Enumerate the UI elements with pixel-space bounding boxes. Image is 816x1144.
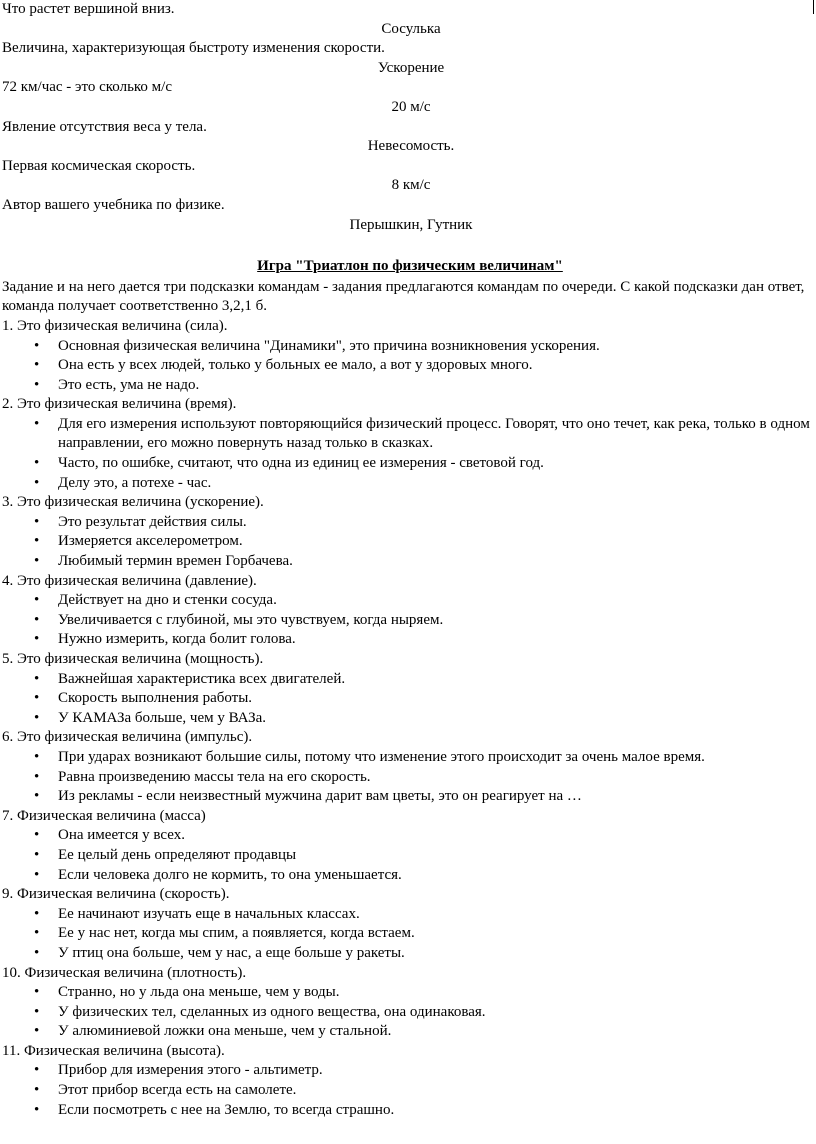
hint-text: Если посмотреть с нее на Землю, то всегда страшно. <box>58 1101 395 1118</box>
bullet-icon: • <box>34 1023 40 1040</box>
hint-list <box>2 337 812 396</box>
hint-text: При ударах возникают большие силы, потому что изменение этого происходит за очень малое время. <box>58 748 705 765</box>
bullet-icon: • <box>34 670 40 687</box>
hint-item <box>2 866 812 886</box>
quiz-question: Что растет вершиной вниз. <box>2 1 175 17</box>
bullet-icon: • <box>34 1062 40 1079</box>
hint-item <box>2 1061 812 1081</box>
bullet-icon: • <box>34 905 40 922</box>
hint-item <box>2 337 812 357</box>
bullet-icon: • <box>34 690 40 707</box>
section-heading: 7. Физическая величина (масса) <box>2 807 206 824</box>
hint-text: Прибор для измерения этого - альтиметр. <box>58 1062 323 1079</box>
section-heading: 6. Это физическая величина (импульс). <box>2 729 253 746</box>
hint-text: У птиц она больше, чем у нас, а еще больше у ракеты. <box>58 944 405 961</box>
hint-text: Действует на дно и стенки сосуда. <box>58 592 277 609</box>
hint-item <box>2 768 812 788</box>
section-heading: 3. Это физическая величина (ускорение). <box>2 494 264 511</box>
bullet-icon: • <box>34 984 40 1001</box>
bullet-icon: • <box>34 846 40 863</box>
hint-text: Странно, но у льда она меньше, чем у воды. <box>58 984 340 1001</box>
bullet-icon: • <box>34 709 40 726</box>
quiz-item <box>2 0 812 39</box>
quiz-answer: Сосулька <box>381 20 441 37</box>
hint-item <box>2 630 812 650</box>
bullet-icon: • <box>34 925 40 942</box>
quiz-answer: Невесомость. <box>367 138 455 155</box>
bullet-icon: • <box>34 357 40 374</box>
hint-text: Для его измерения используют повторяющийся физический процесс. Говорят, что оно течет, как река, только в одном направлении, его можно повернуть назад только в сказках. <box>58 415 810 452</box>
hint-item <box>2 415 812 454</box>
hint-list <box>2 826 812 885</box>
section-heading: 2. Это физическая величина (время). <box>2 396 237 413</box>
hint-text: Она имеется у всех. <box>58 827 185 844</box>
bullet-icon: • <box>34 592 40 609</box>
bullet-icon: • <box>34 866 40 883</box>
hint-item <box>2 826 812 846</box>
bullet-icon: • <box>34 748 40 765</box>
hint-item <box>2 532 812 552</box>
hint-item <box>2 709 812 729</box>
bullet-icon: • <box>34 768 40 785</box>
quiz-question: Первая космическая скорость. <box>2 157 196 174</box>
hint-item <box>2 1003 812 1023</box>
hint-text: У алюминиевой ложки она меньше, чем у стальной. <box>58 1023 392 1040</box>
hint-item <box>2 983 812 1003</box>
hint-list <box>2 513 812 572</box>
quiz-answer: 8 км/с <box>391 177 431 194</box>
hint-text: Она есть у всех людей, только у больных ее мало, а вот у здоровых много. <box>58 357 533 374</box>
hint-text: Увеличивается с глубиной, мы это чувствуем, когда ныряем. <box>58 611 444 628</box>
bullet-icon: • <box>34 337 40 354</box>
hint-list <box>2 905 812 964</box>
hint-text: Скорость выполнения работы. <box>58 690 253 707</box>
bullet-icon: • <box>34 788 40 805</box>
hint-text: Из рекламы - если неизвестный мужчина дарит вам цветы, это он реагирует на … <box>58 788 582 805</box>
section-heading: 4. Это физическая величина (давление). <box>2 572 257 589</box>
quiz-question: 72 км/час - это сколько м/с <box>2 79 173 96</box>
section-heading: 1. Это физическая величина (сила). <box>2 317 228 334</box>
hint-text: Основная физическая величина "Динамики", это причина возникновения ускорения. <box>58 337 600 354</box>
bullet-icon: • <box>34 415 40 432</box>
bullet-icon: • <box>34 533 40 550</box>
bullet-icon: • <box>34 513 40 530</box>
section-heading: 11. Физическая величина (высота). <box>2 1042 225 1059</box>
bullet-icon: • <box>34 1082 40 1099</box>
hint-text: Измеряется акселерометром. <box>58 533 243 550</box>
hint-list <box>2 748 812 807</box>
bullet-icon: • <box>34 944 40 961</box>
hint-item <box>2 591 812 611</box>
hint-item <box>2 552 812 572</box>
hint-text: Это есть, ума не надо. <box>58 376 200 393</box>
quiz-item <box>2 78 812 117</box>
bullet-icon: • <box>34 827 40 844</box>
hint-item <box>2 846 812 866</box>
hint-item <box>2 1022 812 1042</box>
hint-item <box>2 670 812 690</box>
quiz-item <box>2 157 812 196</box>
hint-item <box>2 474 812 494</box>
hint-text: Любимый термин времен Горбачева. <box>58 553 293 570</box>
quiz-question: Величина, характеризующая быстроту изменения скорости. <box>2 40 385 57</box>
quiz-list <box>2 0 812 235</box>
quiz-answer: Перышкин, Гутник <box>349 216 473 233</box>
quiz-item <box>2 39 812 78</box>
hint-list <box>2 1061 812 1120</box>
hint-item <box>2 376 812 396</box>
hint-text: Ее у нас нет, когда мы спим, а появляется, когда встаем. <box>58 925 415 942</box>
hint-item <box>2 356 812 376</box>
bullet-icon: • <box>34 1101 40 1118</box>
hint-list <box>2 415 812 493</box>
game-sections <box>2 317 812 1120</box>
bullet-icon: • <box>34 611 40 628</box>
hint-text: Этот прибор всегда есть на самолете. <box>58 1082 297 1099</box>
page-edge-line <box>813 0 814 14</box>
hint-list <box>2 983 812 1042</box>
hint-text: Делу это, а потехе - час. <box>58 474 212 491</box>
hint-item <box>2 513 812 533</box>
bullet-icon: • <box>34 474 40 491</box>
bullet-icon: • <box>34 631 40 648</box>
hint-item <box>2 944 812 964</box>
hint-text: У КАМАЗа больше, чем у ВАЗа. <box>58 709 267 726</box>
bullet-icon: • <box>34 455 40 472</box>
quiz-item <box>2 196 812 235</box>
hint-item <box>2 787 812 807</box>
hint-item <box>2 924 812 944</box>
hint-item <box>2 1101 812 1121</box>
hint-text: Ее начинают изучать еще в начальных классах. <box>58 905 360 922</box>
hint-text: Ее целый день определяют продавцы <box>58 846 297 863</box>
hint-text: Равна произведению массы тела на его скорость. <box>58 768 371 785</box>
game-intro: Задание и на него дается три подсказки командам - задания предлагаются командам по очереди. С какой подсказки дан ответ, команда получает соответственно 3,2,1 б. <box>2 278 805 315</box>
hint-list <box>2 591 812 650</box>
bullet-icon: • <box>34 1003 40 1020</box>
quiz-question: Явление отсутствия веса у тела. <box>2 118 207 135</box>
hint-item <box>2 905 812 925</box>
section-heading: 10. Физическая величина (плотность). <box>2 964 247 981</box>
hint-item <box>2 1081 812 1101</box>
hint-text: Нужно измерить, когда болит голова. <box>58 631 296 648</box>
section-heading: 9. Физическая величина (скорость). <box>2 886 230 903</box>
bullet-icon: • <box>34 553 40 570</box>
hint-text: Это результат действия силы. <box>58 513 247 530</box>
hint-text: Важнейшая характеристика всех двигателей. <box>58 670 346 687</box>
quiz-answer: Ускорение <box>377 59 445 76</box>
hint-list <box>2 670 812 729</box>
hint-text: Часто, по ошибке, считают, что одна из единиц ее измерения - световой год. <box>58 455 544 472</box>
hint-item <box>2 689 812 709</box>
hint-text: У физических тел, сделанных из одного вещества, она одинаковая. <box>58 1003 486 1020</box>
quiz-answer: 20 м/с <box>391 98 431 115</box>
spacer <box>2 235 812 257</box>
document-page <box>2 0 812 1120</box>
hint-item <box>2 611 812 631</box>
game-title: Игра "Триатлон по физическим величинам" <box>257 258 563 275</box>
bullet-icon: • <box>34 376 40 393</box>
section-heading: 5. Это физическая величина (мощность). <box>2 651 264 667</box>
hint-item <box>2 454 812 474</box>
quiz-question: Автор вашего учебника по физике. <box>2 196 225 213</box>
hint-item <box>2 748 812 768</box>
hint-text: Если человека долго не кормить, то она уменьшается. <box>58 866 402 883</box>
quiz-item <box>2 118 812 157</box>
